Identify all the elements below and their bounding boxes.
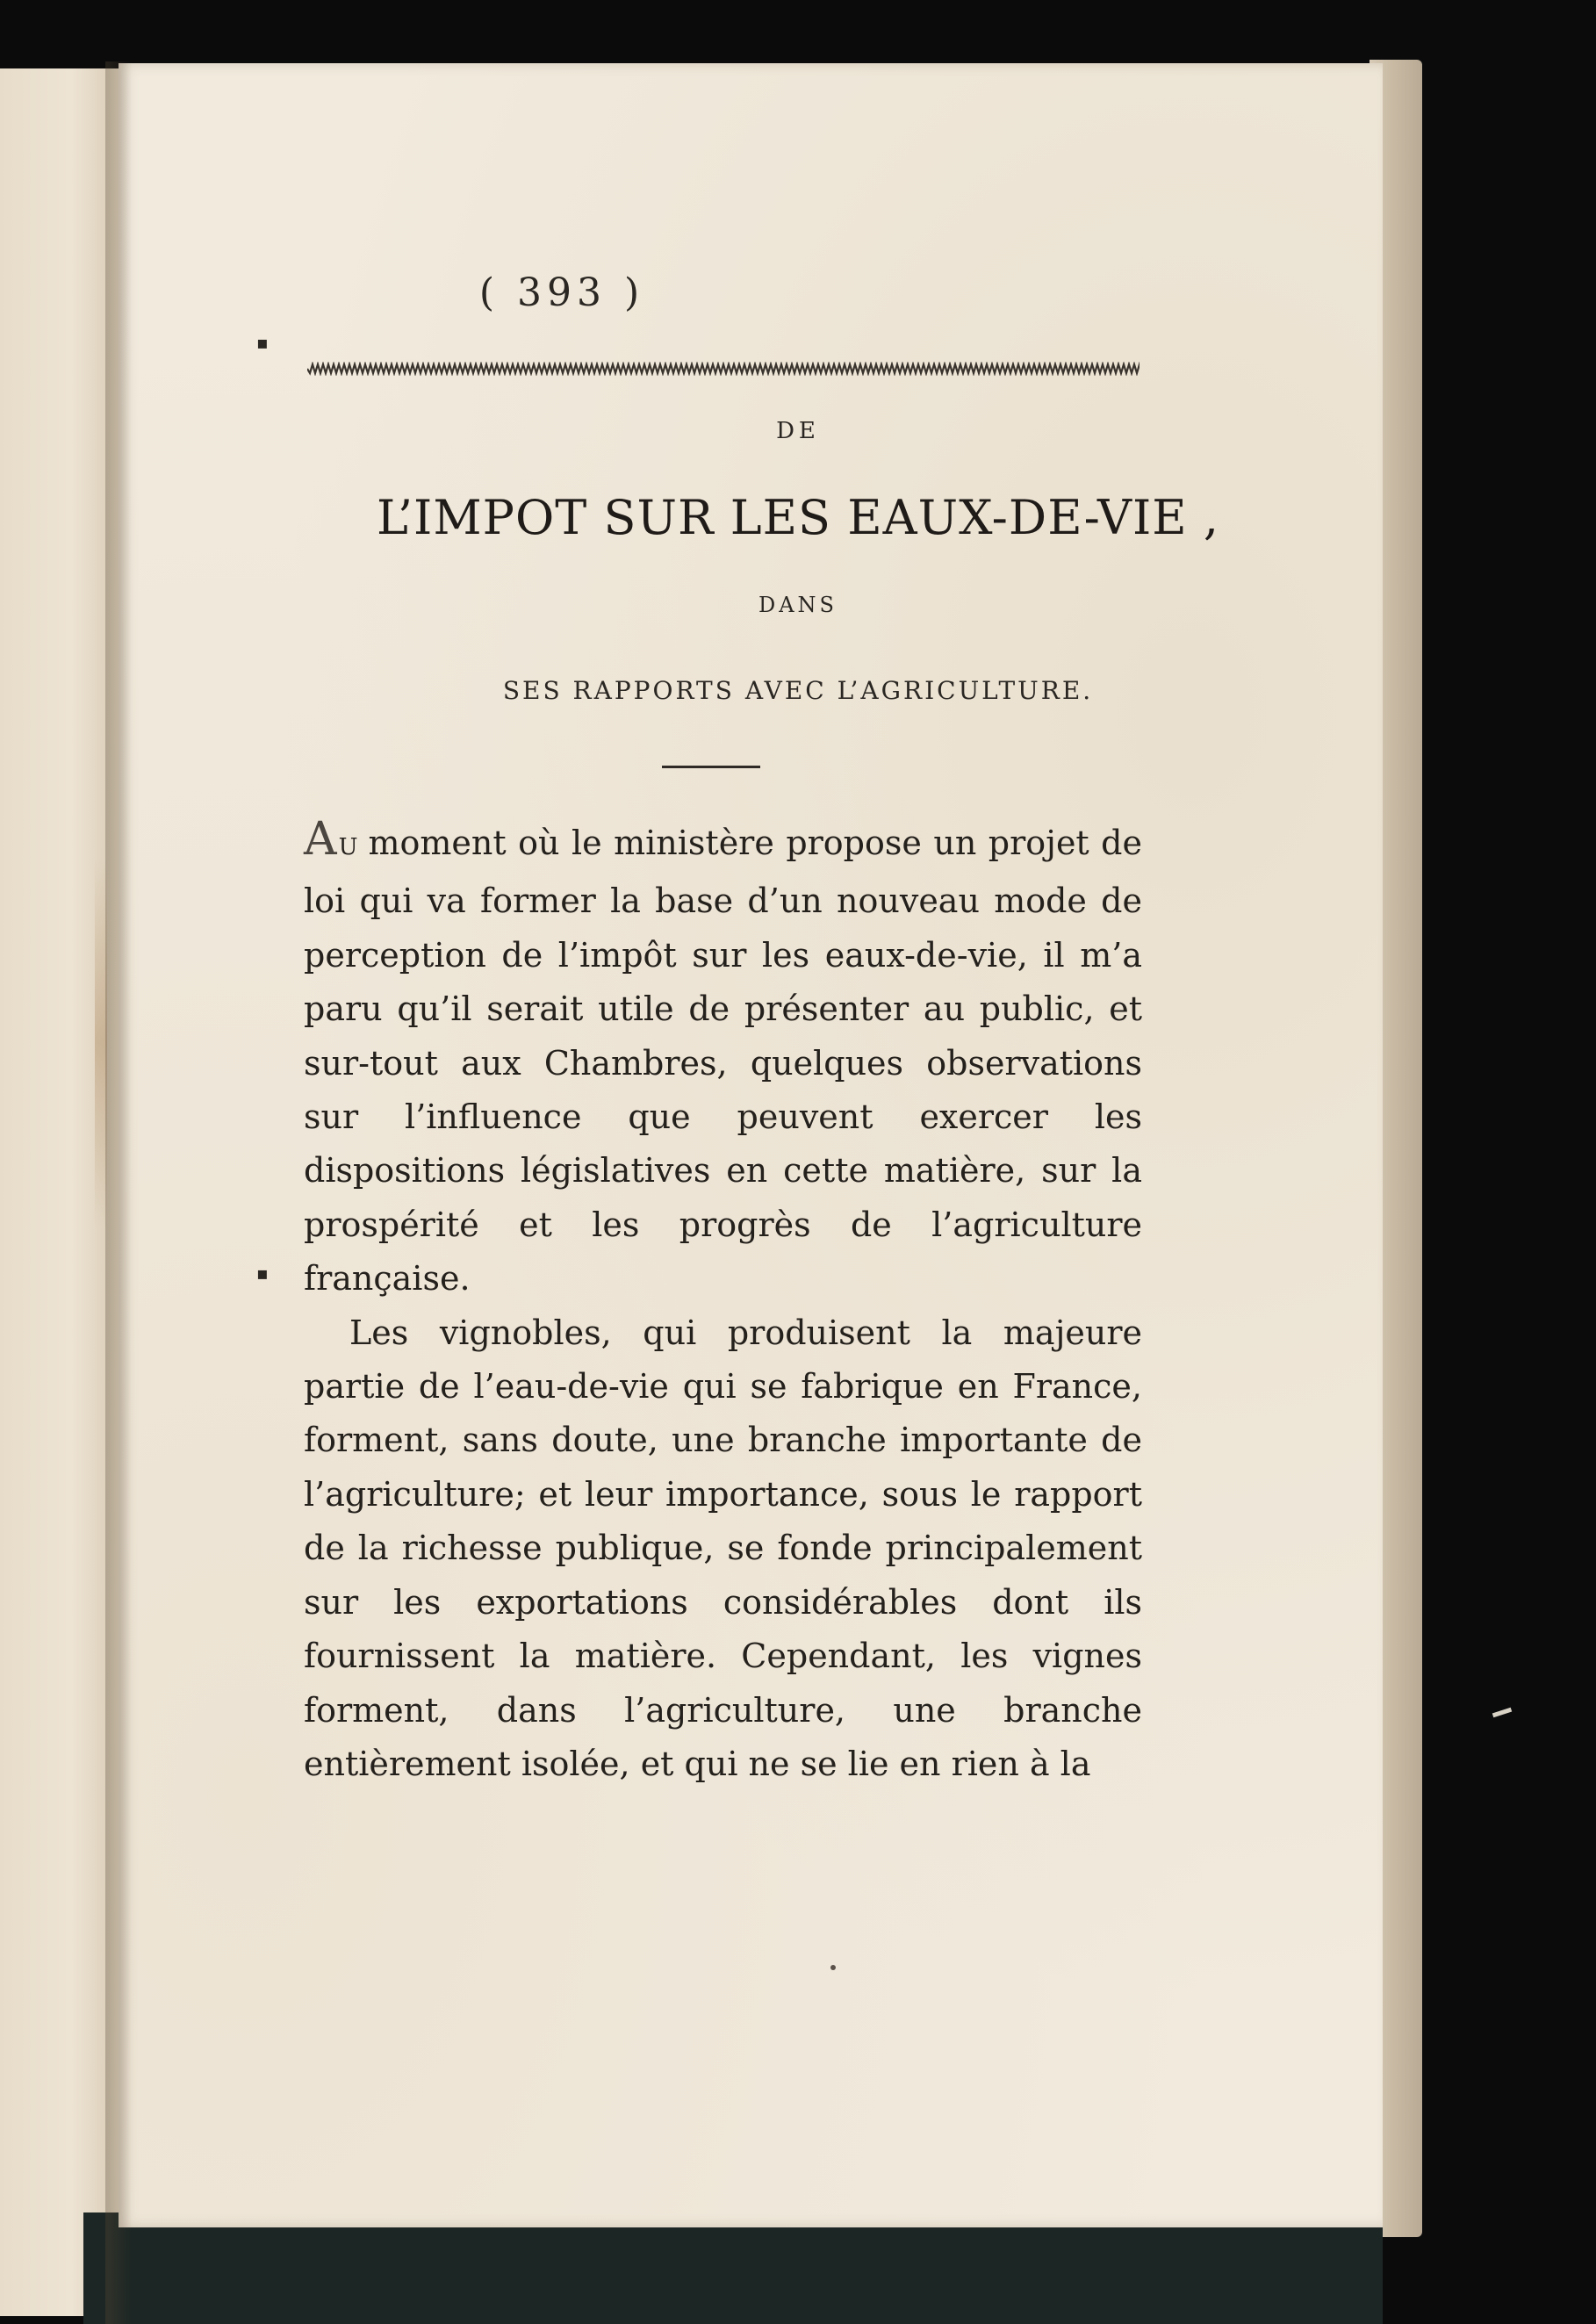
heading-de: DE bbox=[776, 418, 820, 444]
initial-letter-rest: U bbox=[338, 834, 360, 860]
ornamental-rule bbox=[307, 362, 1139, 376]
page-title: L’IMPOT SUR LES EAUX-DE-VIE , bbox=[376, 490, 1220, 545]
page-dot bbox=[830, 1965, 836, 1970]
title-rule bbox=[662, 766, 760, 768]
paragraph-2: Les vignobles, qui produisent la majeure partie de l’eau-de-vie qui se fabrique en France, forment, sans doute, une branche importante de l’agriculture; et leur importance, sous le rapport de la richesse publique, se fonde principalement sur les exportations considérables dont ils fournissent la matière. Cependant, les vignes forment, dans l’agriculture, une branche entièrement isolée, et qui ne se lie en rien à la bbox=[304, 1313, 1142, 1783]
paragraph-1 bbox=[304, 813, 1142, 1306]
heading-dans: DANS bbox=[758, 593, 838, 617]
book-cover-board bbox=[83, 2212, 1383, 2324]
stray-mark bbox=[1492, 1708, 1512, 1718]
margin-mark: ▪ bbox=[256, 332, 269, 353]
initial-letter: A bbox=[304, 813, 337, 866]
margin-mark: ▪ bbox=[256, 1263, 269, 1284]
page-subtitle: SES RAPPORTS AVEC L’AGRICULTURE. bbox=[502, 676, 1094, 705]
paragraph-1-text: moment où le ministère propose un projet de loi qui va former la base d’un nouveau mode de perception de l’impôt sur les eaux-de-vie, il m’a paru qu’il serait utile de présenter au public, et sur-tout aux Chambres, quelques observations sur l’influence que peuvent exercer les dispositions législatives en cette matière, sur la prospérité et les progrès de l’agriculture française. bbox=[304, 824, 1142, 1299]
previous-page-edge bbox=[0, 68, 119, 2316]
body-text bbox=[304, 813, 1142, 1791]
page-number: ( 393 ) bbox=[478, 270, 645, 315]
gutter-shadow bbox=[105, 61, 132, 2324]
